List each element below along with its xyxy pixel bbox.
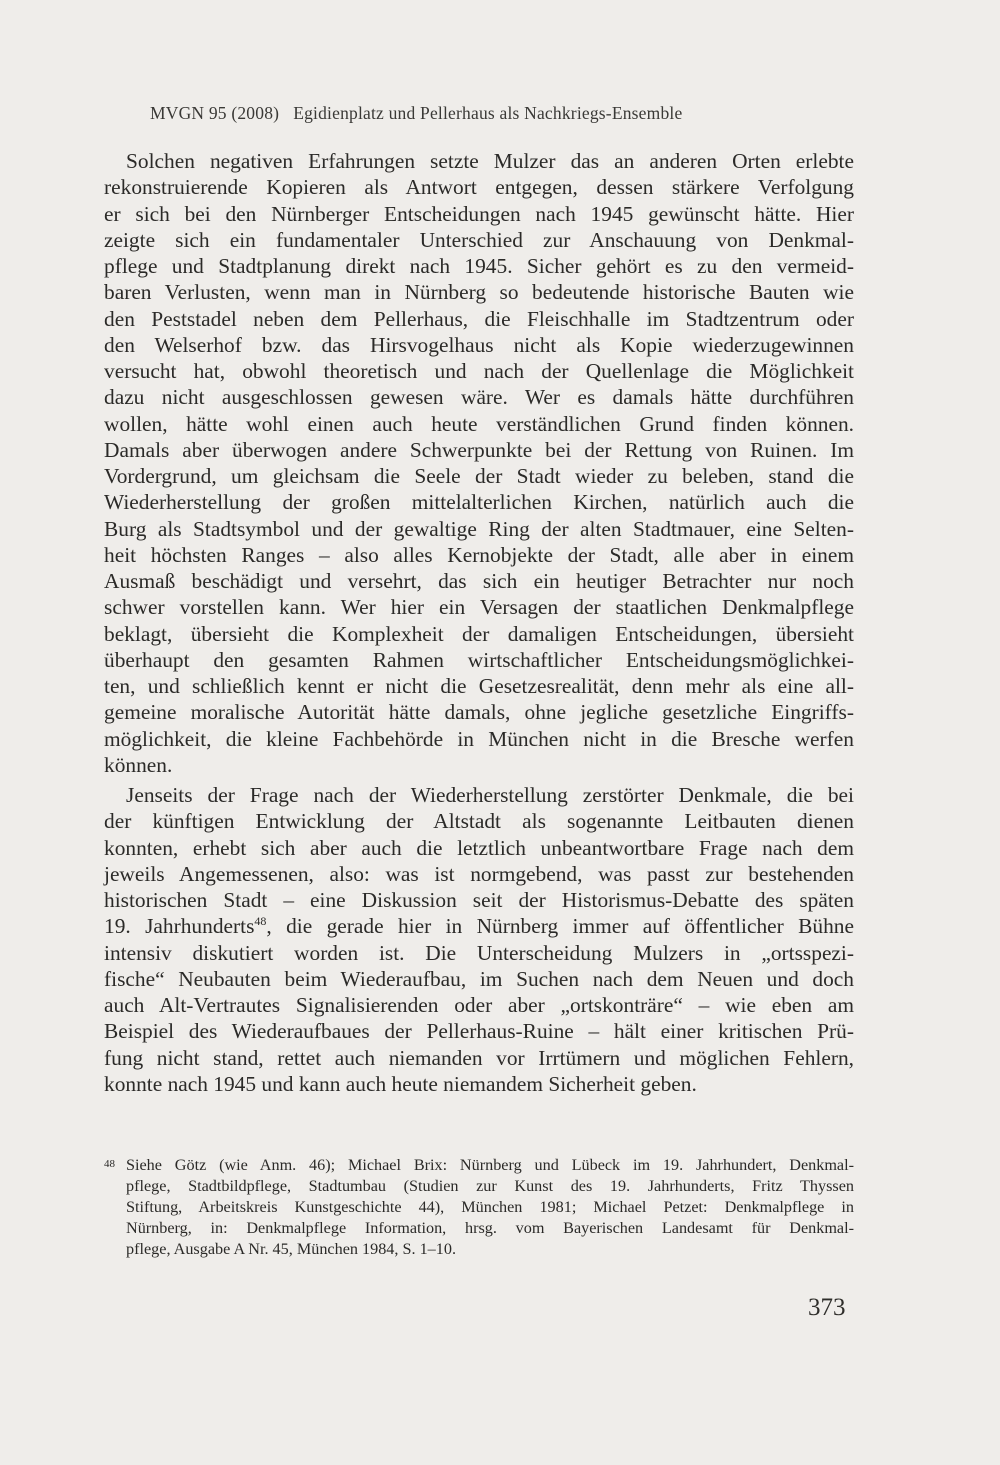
text-line: baren Verlusten, wenn man in Nürnberg so bedeutende historische Bauten wie (104, 280, 854, 305)
text-line: Solchen negativen Erfahrungen setzte Mulzer das an anderen Orten erlebte (126, 149, 854, 173)
text-line: Vordergrund, um gleichsam die Seele der Stadt wieder zu beleben, stand die (104, 464, 854, 488)
footnote-line (104, 1155, 854, 1176)
text-line: er sich bei den Nürnberger Entscheidungen nach 1945 gewünscht hätte. Hier (104, 201, 854, 226)
text-line: den Welserhof bzw. das Hirsvogelhaus nicht als Kopie wiederzugewinnen (104, 332, 854, 357)
text-line: fische“ Neubauten beim Wiederaufbau, im Suchen nach dem Neuen und doch (104, 966, 854, 991)
paragraph-2 (104, 782, 854, 1097)
running-head (150, 103, 870, 124)
text-line: Burg als Stadtsymbol und der gewaltige Ring der alten Stadtmauer, eine Selten- (104, 516, 854, 541)
body-text (104, 148, 854, 1097)
text-fragment: 19. Jahrhunderts (104, 914, 255, 939)
text-line: intensiv diskutiert worden ist. Die Unterscheidung Mulzers in „ortsspezi- (104, 940, 854, 965)
footnote-line: Nürnberg, in: Denkmalpflege Information, hrsg. vom Bayerischen Landesamt für Denkmal- (126, 1219, 854, 1237)
paragraph-1 (104, 148, 854, 778)
text-line: fung nicht stand, rettet auch niemanden vor Irrtümern und möglichen Fehlern, (104, 1045, 854, 1070)
footnote-line: pflege, Stadtbildpflege, Stadtumbau (Studien zur Kunst des 19. Jahrhunderts, Fritz Thyssen (126, 1177, 854, 1195)
text-line: Beispiel des Wiederaufbaues der Pellerhaus-Ruine – hält einer kritischen Prü- (104, 1019, 854, 1044)
text-line: Jenseits der Frage nach der Wiederherstellung zerstörter Denkmale, die bei (126, 783, 854, 807)
text-line: Wiederherstellung der großen mittelalterlichen Kirchen, natürlich auch die (104, 490, 854, 515)
text-line: pflege und Stadtplanung direkt nach 1945. Sicher gehört es zu den vermeid- (104, 254, 854, 278)
text-line: den Peststadel neben dem Pellerhaus, die Fleischhalle im Stadtzentrum oder (104, 306, 854, 331)
text-line: Ausmaß beschädigt und versehrt, das sich ein heutiger Betrachter nur noch (104, 569, 854, 593)
text-line: möglichkeit, die kleine Fachbehörde in München nicht in die Bresche werfen (104, 726, 854, 751)
text-line: rekonstruierende Kopieren als Antwort entgegen, dessen stärkere Verfolgung (104, 175, 854, 200)
text-line: heit höchsten Ranges – also alles Kernobjekte der Stadt, alle aber in einem (104, 542, 854, 567)
text-fragment: , die gerade hier in Nürnberg immer auf öffentlicher Bühne (266, 914, 854, 939)
text-line: auch Alt-Vertrautes Signalisierenden oder aber „ortskonträre“ – wie eben am (104, 993, 854, 1017)
text-line: können. (104, 752, 173, 777)
text-line: konnten, erhebt sich aber auch die letztlich unbeantwortbare Frage nach dem (104, 835, 854, 860)
text-line: konnte nach 1945 und kann auch heute niemandem Sicherheit geben. (104, 1071, 697, 1096)
page-number: 373 (808, 1294, 846, 1321)
text-line: ten, und schließlich kennt er nicht die Gesetzesrealität, denn mehr als eine all- (104, 674, 854, 698)
text-line: der künftigen Entwicklung der Altstadt als sogenannte Leitbauten dienen (104, 809, 854, 834)
footnotes (104, 1155, 854, 1260)
text-line: historischen Stadt – eine Diskussion seit der Historismus-Debatte des späten (104, 888, 854, 912)
text-line: versucht hat, obwohl theoretisch und nach der Quellenlage die Möglichkeit (104, 359, 854, 383)
text-line: wollen, hätte wohl einen auch heute verständlichen Grund finden können. (104, 411, 854, 436)
footnote-reference[interactable]: 48 (254, 914, 267, 929)
footnote-text: Siehe Götz (wie Anm. 46); Michael Brix: Nürnberg und Lübeck im 19. Jahrhundert, Denkmal- (126, 1156, 854, 1174)
text-line: überhaupt den gesamten Rahmen wirtschaftlicher Entscheidungsmöglichkei- (104, 647, 854, 672)
article-title: Egidienplatz und Pellerhaus als Nachkriegs-Ensemble (293, 103, 683, 123)
text-line: dazu nicht ausgeschlossen gewesen wäre. Wer es damals hätte durchführen (104, 385, 854, 410)
footnote-number: 48 (104, 1158, 115, 1170)
text-line: zeigte sich ein fundamentaler Unterschied zur Anschauung von Denkmal- (104, 227, 854, 252)
text-line: beklagt, übersieht die Komplexheit der damaligen Entscheidungen, übersieht (104, 621, 854, 646)
journal-reference: MVGN 95 (2008) (150, 103, 280, 123)
text-line: Damals aber überwogen andere Schwerpunkte bei der Rettung von Ruinen. Im (104, 437, 854, 462)
text-line: schwer vorstellen kann. Wer hier ein Versagen der staatlichen Denkmalpflege (104, 595, 854, 620)
text-line: gemeine moralische Autorität hätte damals, ohne jegliche gesetzliche Eingriffs- (104, 700, 854, 725)
text-line-with-footnote-ref (104, 913, 854, 939)
footnote-line: Stiftung, Arbeitskreis Kunstgeschichte 44), München 1981; Michael Petzet: Denkmalpflege in (126, 1198, 854, 1216)
text-line: jeweils Angemessenen, also: was ist normgebend, was passt zur bestehenden (104, 861, 854, 886)
footnote-line: pflege, Ausgabe A Nr. 45, München 1984, S. 1–10. (126, 1240, 457, 1258)
